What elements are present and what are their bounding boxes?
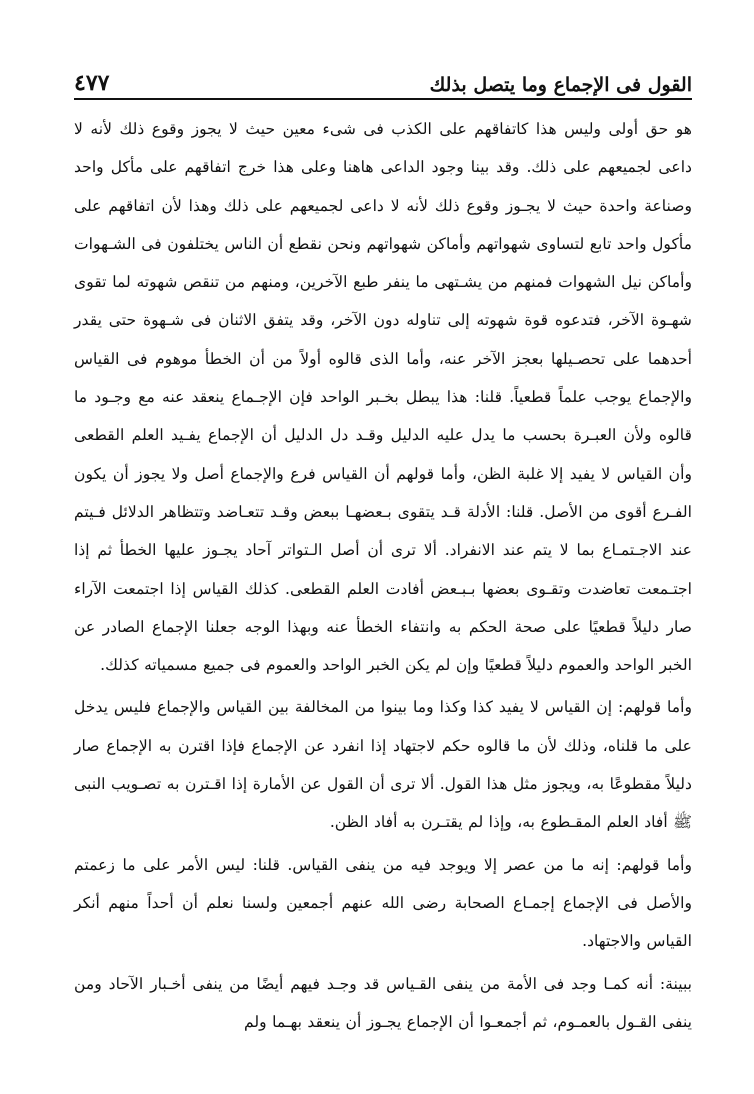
body-text (74, 110, 692, 1041)
running-title: القول فى الإجماع وما يتصل بذلك (429, 74, 692, 96)
paragraph-4: ببينة: أنه كمـا وجد فى الأمة من ينفى القـياس قد وجـد فيهم أيضًا من ينفى أخـبار الآحاد ومن ينفى القـول بالعمـوم، ثم أجمعـوا أن الإجماع يجـوز أن ينعقد بهـما ولم (74, 974, 692, 1031)
paragraph-1: هو حق أولى وليس هذا كاتفاقهم على الكذب فى شىء معين حيث لا يجوز وقوع ذلك لأنه لا داعى لجميعهم على ذلك. وقد بينا وجود الداعى هاهنا وعلى هذا خرج اتفاقهم على مأكل واحد وصناعة واحدة حيث لا يجـوز وقوع ذلك لأنه لا داعى لجميعهم على ذلك وهذا لأن اتفاقهم على مأكول واحد تابع لتساوى شهواتهم وأماكن شهواتهم ونحن نقطع أن الناس يختلفون فى الشـهوات وأماكن نيل الشهوات فمنهم من يشـتهى ما ينفر طبع الآخرين، ومنهم من تنقص شهوته لما تقوى شهـوة الآخر، فتدعوه قوة شهوته إلى تناوله دون الآخر، وقد يتفق الاثنان فى شـهوة حتى يقدر أحدهما على تحصـيلها بعجز الآخر عنه، وأما الذى قالوه أولاً من أن الخطأ موهوم فى القياس والإجماع يوجب علماً قطعياً. قلنا: هذا يبطل بخـبر الواحد فإن الإجـماع ينعقد عنه مع وجـود ما قالوه ولأن العبـرة بحسب ما يدل عليه الدليل وقـد دل الدليل أن الإجماع يفـيد العلم القطعى وأن القياس لا يفيد إلا غلبة الظن، وأما قولهم أن القياس فرع والإجماع أصل ولا يجوز أن يكون الفـرع أقوى من الأصل. قلنا: الأدلة قـد يتقوى بـعضهـا ببعض وقـد تتعـاضد وتتظاهر الدلائل فـيتم عند الاجـتمـاع بما لا يتم عند الانفراد. ألا ترى أن أصل الـتواتر آحاد يجـوز عليها الخطأ ثم إذا اجتـمعت تعاضدت وتقـوى بعضها بـبـعض أفادت العلم القطعى. كذلك القياس إذا اجتمعت الآراء صار دليلاً قطعيًا على صحة الحكم به وانتفاء الخطأ عنه وبهذا الوجه جعلنا الإجماع الصادر عن الخبر الواحد والعموم دليلاً قطعيًا وإن لم يكن الخبر الواحد والعموم فى جميع مسمياته كذلك. (74, 120, 692, 675)
page-number: ٤٧٧ (74, 70, 110, 96)
paragraph-3: وأما قولهم: إنه ما من عصر إلا ويوجد فيه من ينفى القياس. قلنا: ليس الأمر على ما زعمتم والأصل فى الإجماع إجمـاع الصحابة رضى الله عنهم أجمعين ولسنا نعلم أن أحداً منهم أنكر القياس والاجتهاد. (74, 855, 692, 951)
page-header (74, 54, 692, 100)
paragraph-2: وأما قولهم: إن القياس لا يفيد كذا وكذا وما بينوا من المخالفة بين القياس والإجماع فليس يدخل على ما قلناه، وذلك لأن ما قالوه حكم لاجتهاد إذا انفرد عن الإجماع فإذا اقترن به الإجماع صار دليلاً مقطوعًا به، ويجوز مثل هذا القول. ألا ترى أن القول عن الأمارة إذا اقـترن به تصـويب النبى ﷺ أفاد العلم المقـطوع به، وإذا لم يقتـرن به أفاد الظن. (74, 698, 692, 832)
